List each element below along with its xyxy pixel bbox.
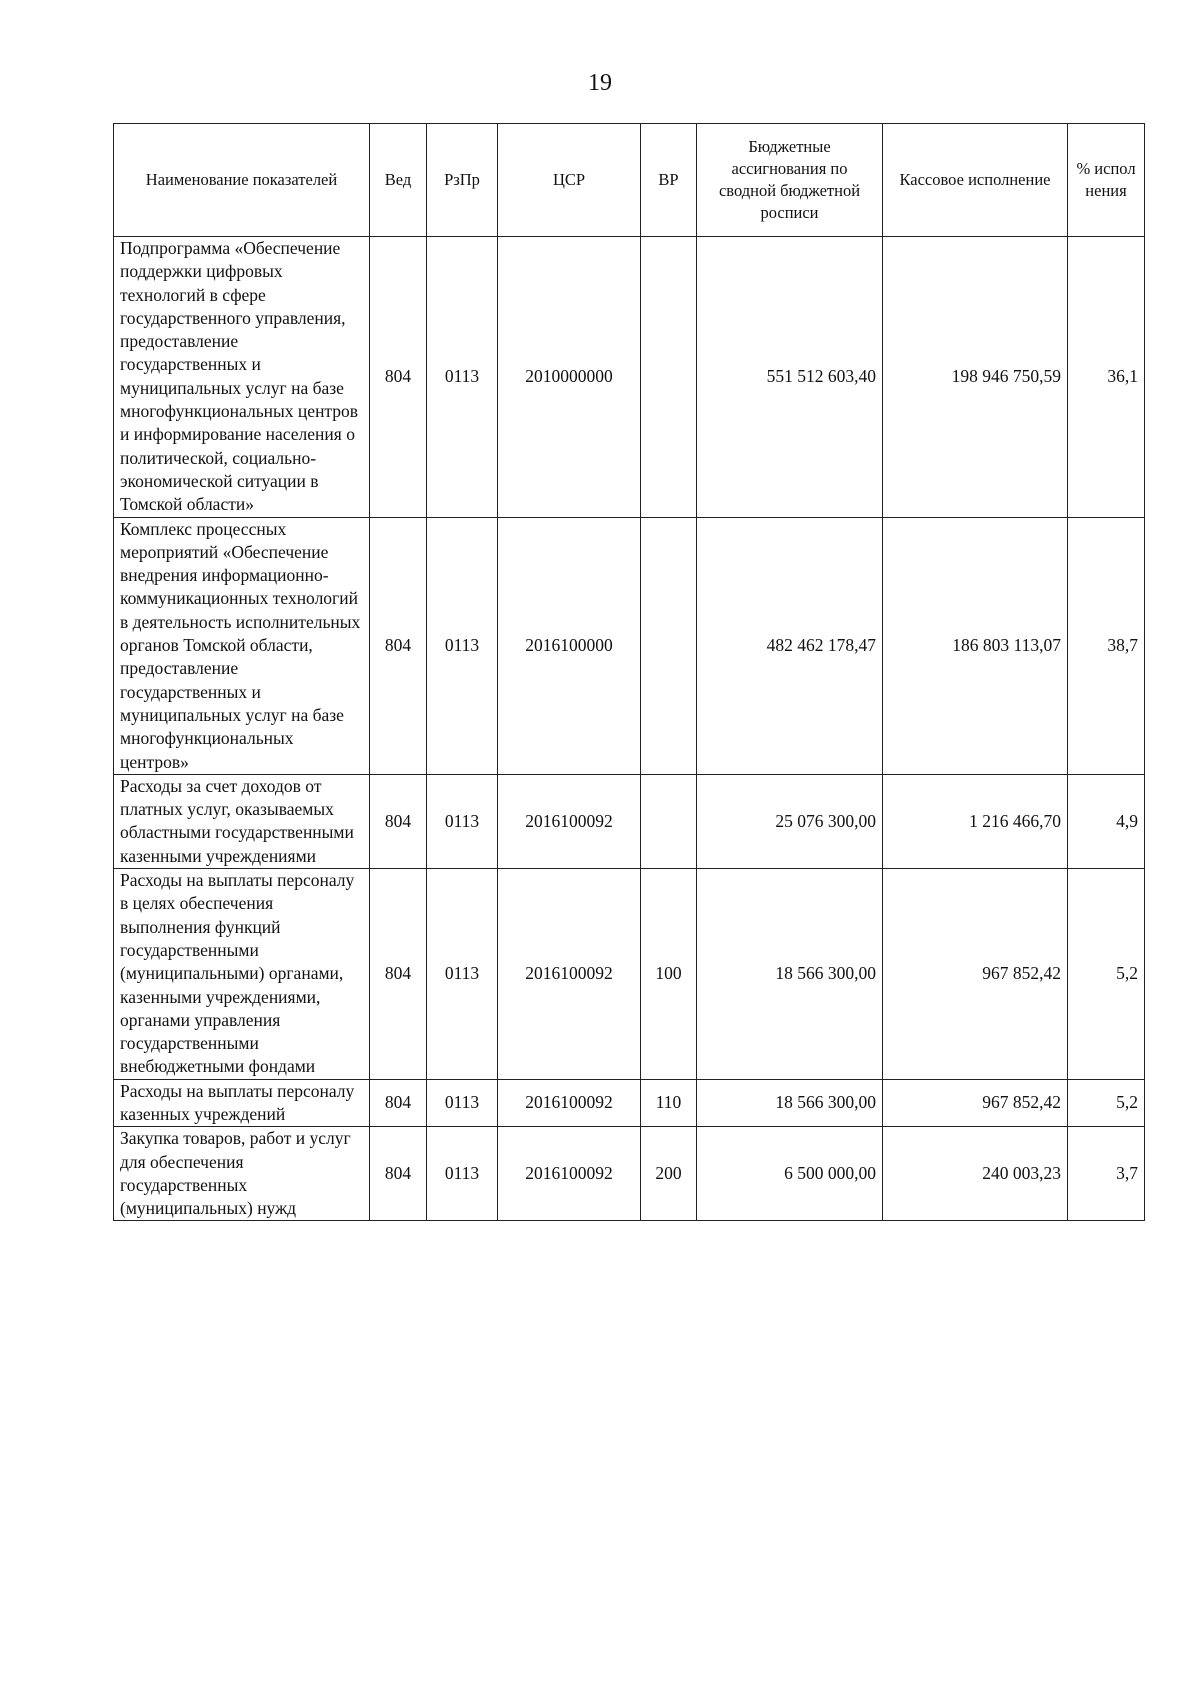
- header-csr: ЦСР: [498, 124, 641, 237]
- row-vr: 100: [641, 869, 697, 1080]
- row-cash: 186 803 113,07: [883, 517, 1068, 774]
- row-budget: 551 512 603,40: [697, 237, 883, 518]
- row-budget: 25 076 300,00: [697, 774, 883, 868]
- row-csr: 2010000000: [498, 237, 641, 518]
- row-rzpr: 0113: [427, 1079, 498, 1127]
- row-ved: 804: [370, 774, 427, 868]
- row-name: Подпрограмма «Обеспечение поддержки цифровых технологий в сфере государственного управления, предоставление государственных и муниципальных услуг на базе многофункциональных центров и информирование населения о политической, социально-экономической ситуации в Томской области»: [114, 237, 370, 518]
- row-cash: 1 216 466,70: [883, 774, 1068, 868]
- row-cash: 967 852,42: [883, 869, 1068, 1080]
- row-percent: 38,7: [1068, 517, 1145, 774]
- header-budget: Бюджетные ассигнования по сводной бюджетной росписи: [697, 124, 883, 237]
- row-vr: [641, 517, 697, 774]
- row-cash: 967 852,42: [883, 1079, 1068, 1127]
- row-csr: 2016100000: [498, 517, 641, 774]
- row-rzpr: 0113: [427, 517, 498, 774]
- row-percent: 3,7: [1068, 1127, 1145, 1221]
- row-vr: 110: [641, 1079, 697, 1127]
- row-vr: 200: [641, 1127, 697, 1221]
- row-rzpr: 0113: [427, 1127, 498, 1221]
- budget-execution-table: [113, 123, 1145, 1221]
- table-row: [114, 517, 1145, 774]
- row-ved: 804: [370, 237, 427, 518]
- row-csr: 2016100092: [498, 774, 641, 868]
- row-percent: 4,9: [1068, 774, 1145, 868]
- header-percent: % испол нения: [1068, 124, 1145, 237]
- row-rzpr: 0113: [427, 774, 498, 868]
- header-cash: Кассовое исполнение: [883, 124, 1068, 237]
- row-budget: 6 500 000,00: [697, 1127, 883, 1221]
- row-name: Комплекс процессных мероприятий «Обеспечение внедрения информационно-коммуникационных технологий в деятельность исполнительных органов Томской области, предоставление государственных и муниципальных услуг на базе многофункциональных центров»: [114, 517, 370, 774]
- row-percent: 5,2: [1068, 869, 1145, 1080]
- row-ved: 804: [370, 869, 427, 1080]
- row-cash: 198 946 750,59: [883, 237, 1068, 518]
- row-name: Расходы на выплаты персоналу казенных учреждений: [114, 1079, 370, 1127]
- row-ved: 804: [370, 517, 427, 774]
- row-name: Расходы на выплаты персоналу в целях обеспечения выполнения функций государственными (муниципальными) органами, казенными учреждениями, органами управления государственными внебюджетными фондами: [114, 869, 370, 1080]
- table-row: [114, 1127, 1145, 1221]
- table-row: [114, 774, 1145, 868]
- row-rzpr: 0113: [427, 869, 498, 1080]
- row-percent: 36,1: [1068, 237, 1145, 518]
- table-row: [114, 869, 1145, 1080]
- row-cash: 240 003,23: [883, 1127, 1068, 1221]
- row-name: Закупка товаров, работ и услуг для обеспечения государственных (муниципальных) нужд: [114, 1127, 370, 1221]
- row-rzpr: 0113: [427, 237, 498, 518]
- row-budget: 18 566 300,00: [697, 1079, 883, 1127]
- row-csr: 2016100092: [498, 1127, 641, 1221]
- table-header-row: [114, 124, 1145, 237]
- header-vr: ВР: [641, 124, 697, 237]
- table-row: [114, 237, 1145, 518]
- header-name: Наименование показателей: [114, 124, 370, 237]
- row-name: Расходы за счет доходов от платных услуг, оказываемых областными государственными казенными учреждениями: [114, 774, 370, 868]
- header-rzpr: РзПр: [427, 124, 498, 237]
- page-number: 19: [588, 70, 612, 96]
- row-ved: 804: [370, 1127, 427, 1221]
- row-percent: 5,2: [1068, 1079, 1145, 1127]
- row-vr: [641, 774, 697, 868]
- row-ved: 804: [370, 1079, 427, 1127]
- row-vr: [641, 237, 697, 518]
- row-budget: 482 462 178,47: [697, 517, 883, 774]
- row-csr: 2016100092: [498, 869, 641, 1080]
- table-row: [114, 1079, 1145, 1127]
- row-budget: 18 566 300,00: [697, 869, 883, 1080]
- row-csr: 2016100092: [498, 1079, 641, 1127]
- header-ved: Вед: [370, 124, 427, 237]
